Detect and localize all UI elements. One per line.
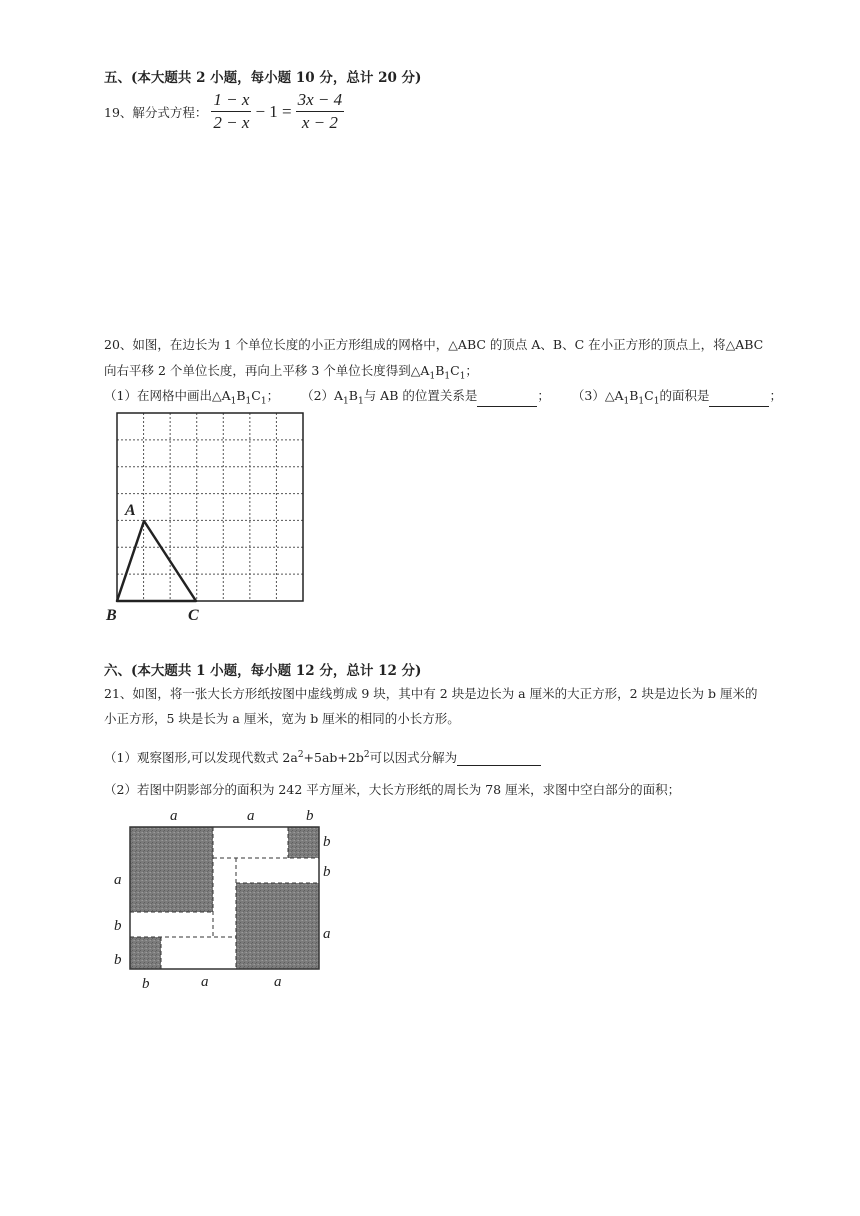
q20-part-2: $(2)A_1B_1$与 AB 的位置关系是 ；: [301, 388, 550, 407]
q19-lhs-fraction: [211, 90, 251, 133]
left-label-2: b: [114, 918, 122, 934]
q20-answer-blank-2[interactable]: [477, 391, 537, 407]
grid-lines: [117, 413, 303, 601]
small-square-bottom-left: [130, 937, 161, 969]
q19-rhs-numerator: 3x − 4: [296, 90, 345, 112]
q19-middle: − 1 =: [255, 101, 292, 121]
triangle-abc: [117, 521, 196, 601]
q20-part-3: $(3)\triangle A_1B_1C_1$的面积是 ；: [571, 388, 782, 407]
top-label-2: a: [247, 808, 255, 824]
q21-part-2: （2）若图中阴影部分的面积为 242 平方厘米，大长方形纸的周长为 78 厘米，求图中空白部分的面积；: [104, 782, 681, 797]
point-b-label: B: [106, 607, 117, 624]
point-c-label: C: [188, 607, 199, 624]
q20-subquestions: [104, 386, 782, 407]
small-square-top-right: [288, 827, 319, 858]
top-label-3: b: [306, 808, 314, 824]
section-5-header: 五、(本大题共 2 小题，每小题 10 分，总计 20 分): [104, 70, 422, 86]
q19-rhs-denominator: x − 2: [301, 113, 338, 132]
q21-line-2: 小正方形，5 块是长为 a 厘米，宽为 b 厘米的相同的小长方形。: [104, 711, 460, 726]
bottom-label-3: a: [274, 974, 282, 990]
q21-answer-blank-1[interactable]: [457, 750, 541, 766]
bottom-label-1: b: [142, 976, 150, 992]
left-label-1: a: [114, 872, 122, 888]
q21-rectangle-figure: [106, 800, 346, 992]
right-label-1: b: [323, 834, 331, 850]
q21-line-1: 21、如图，将一张大长方形纸按图中虚线剪成 9 块，其中有 2 块是边长为 a 厘米的大正方形，2 块是边长为 b 厘米的: [104, 686, 758, 701]
q20-answer-blank-3[interactable]: [709, 391, 769, 407]
q19-prefix: 19、解分式方程：: [104, 104, 208, 120]
q20-line-1: 20、如图，在边长为 1 个单位长度的小正方形组成的网格中，△ABC 的顶点 A、B、C 在小正方形的顶点上，将△ABC: [104, 337, 764, 352]
bottom-label-2: a: [201, 974, 209, 990]
point-a-label: A: [125, 502, 136, 519]
section-6-header: 六、(本大题共 1 小题，每小题 12 分，总计 12 分): [104, 663, 422, 679]
q20-part-1: （1）在网格中画出$\triangle A_1B_1C_1$；: [104, 388, 280, 407]
q20-grid-figure: [100, 405, 315, 630]
right-label-2: b: [323, 864, 331, 880]
q21-part-1: （1）观察图形,可以发现代数式 $2a^2+5ab+2b^2$可以因式分解为: [104, 748, 541, 766]
q19-lhs-denominator: 2 − x: [213, 113, 250, 132]
question-19: [104, 90, 344, 133]
left-label-3: b: [114, 952, 122, 968]
big-square-bottom-right: [236, 883, 319, 969]
q20-line-2: 向右平移 2 个单位长度，再向上平移 3 个单位长度得到$\triangle A_1B_1C_1$；: [104, 363, 478, 382]
right-label-3: a: [323, 926, 331, 942]
big-square-top-left: [130, 827, 213, 912]
grid-border: [117, 413, 303, 601]
q19-rhs-fraction: [296, 90, 345, 133]
q19-lhs-numerator: 1 − x: [211, 90, 251, 112]
top-label-1: a: [170, 808, 178, 824]
